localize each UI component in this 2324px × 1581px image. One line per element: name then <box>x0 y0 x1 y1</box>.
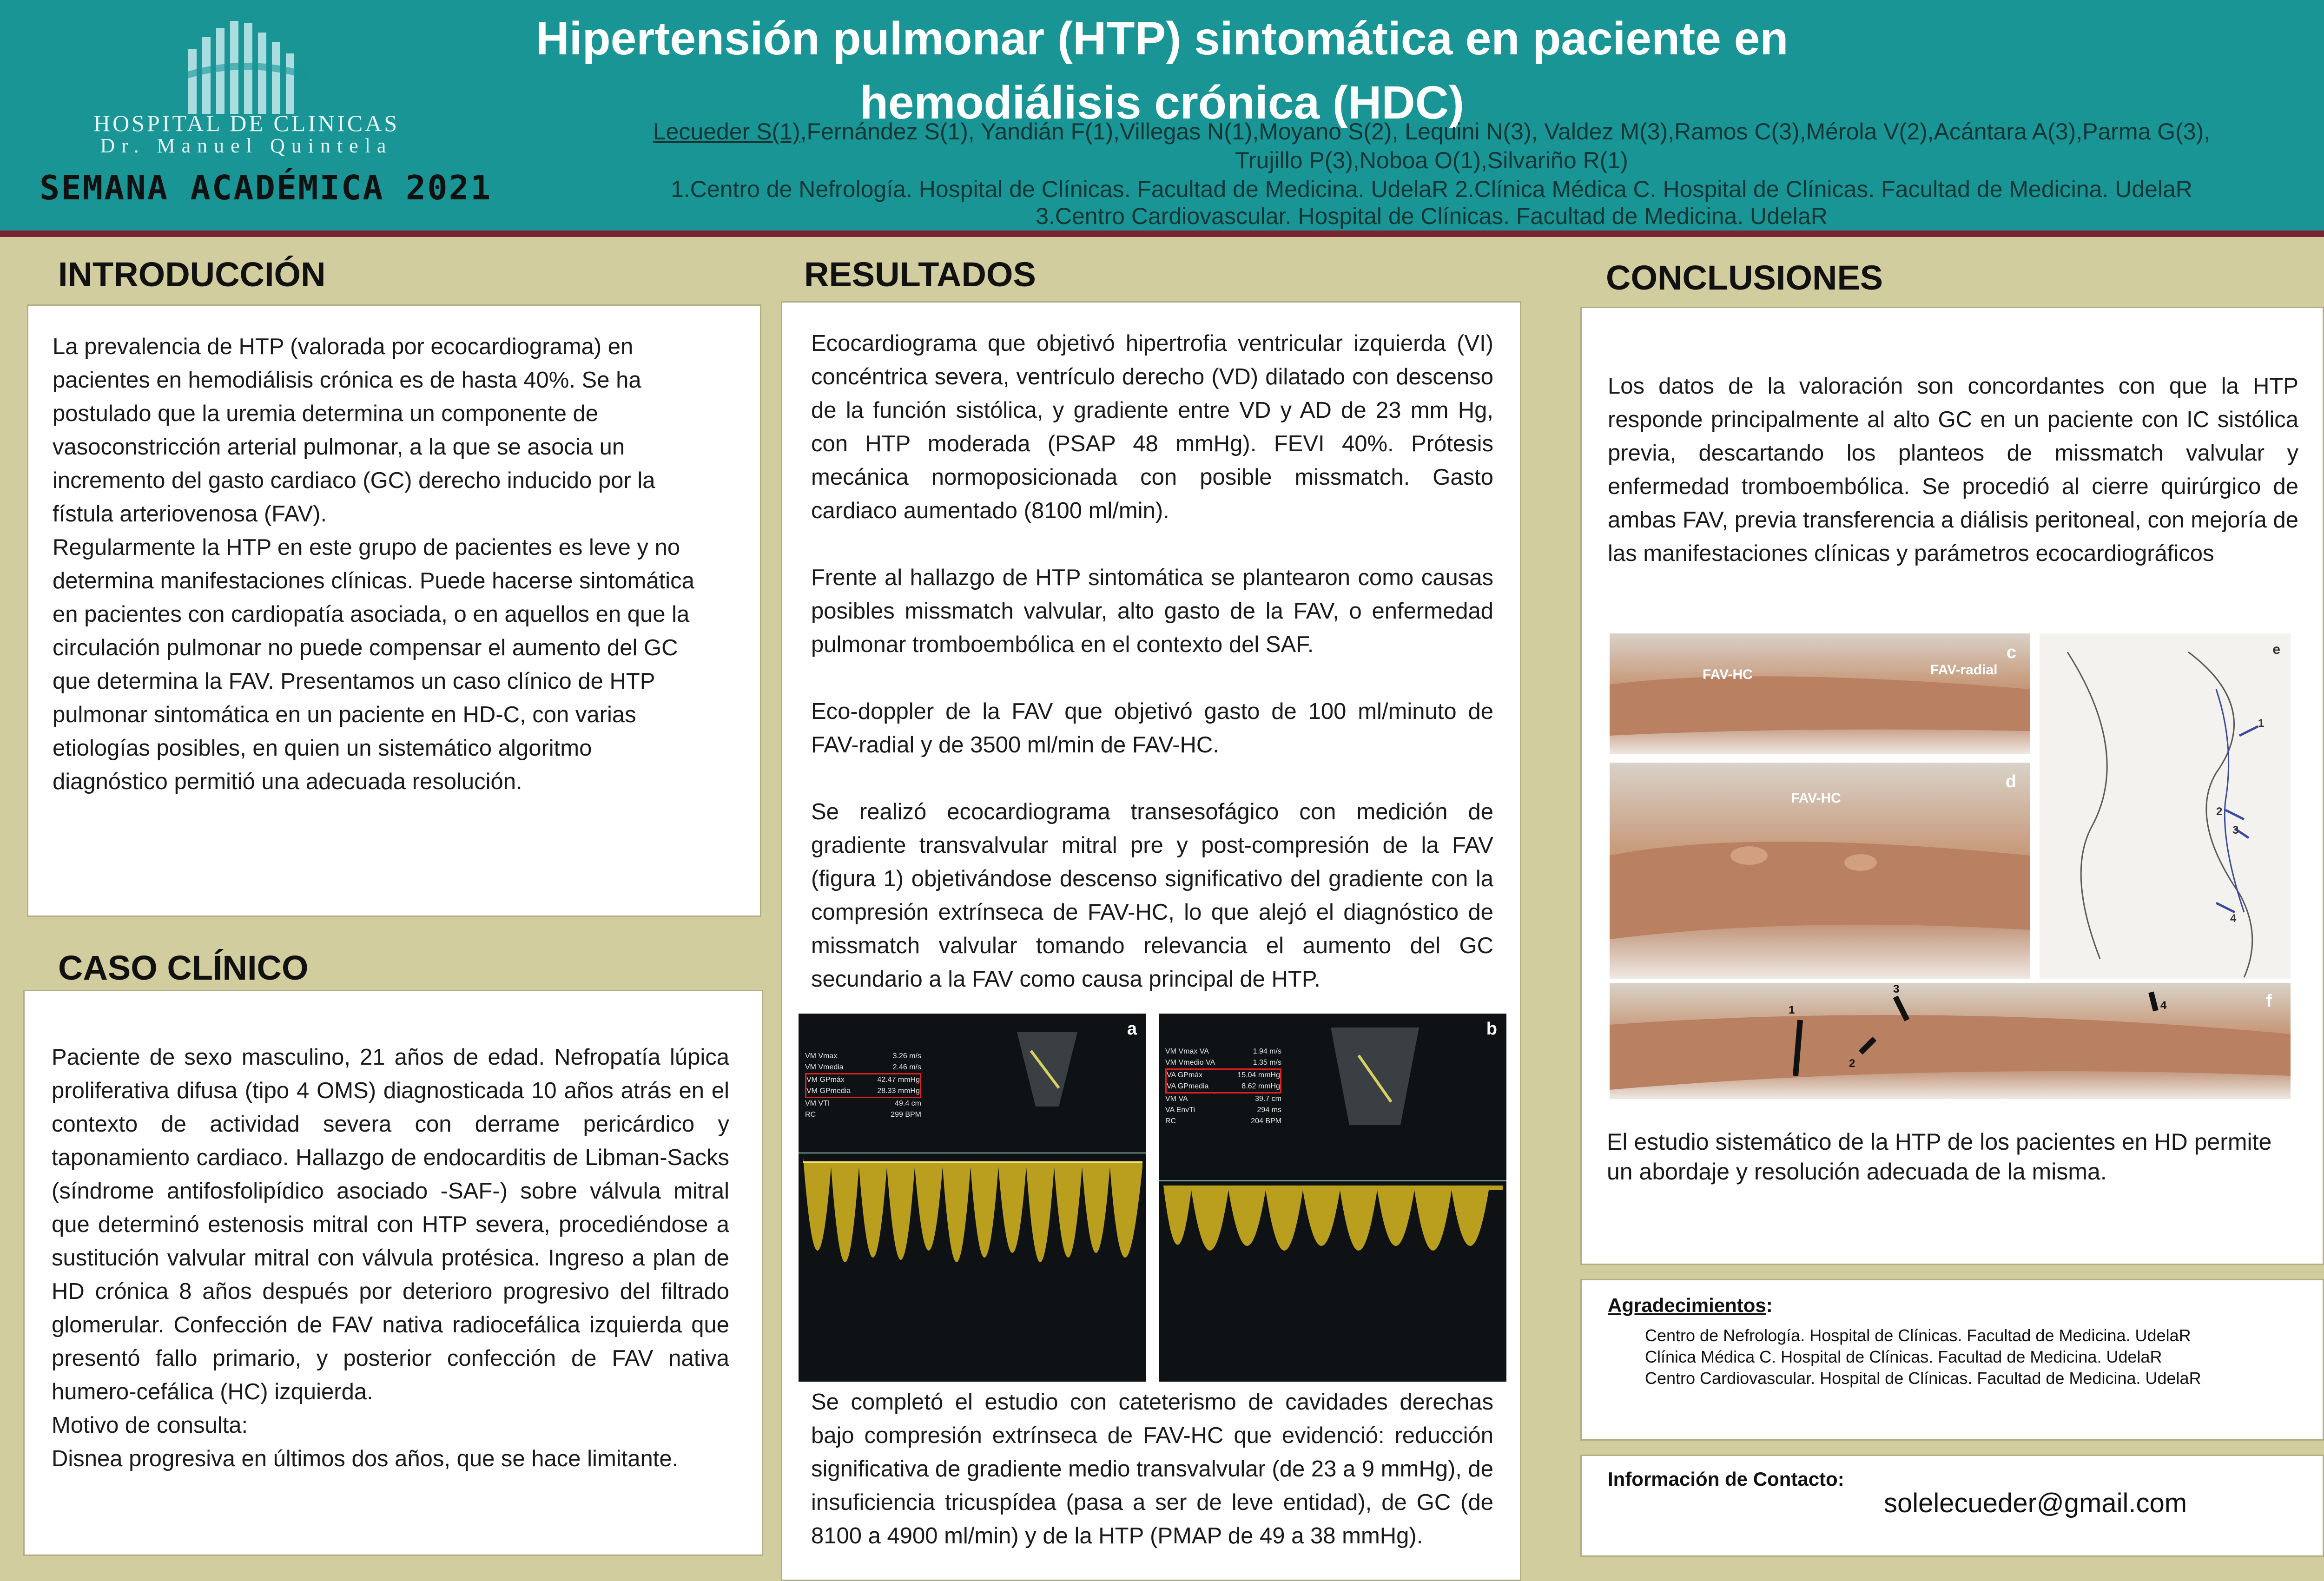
motivo-text: Disnea progresiva en últimos dos años, que se hace limitante. <box>52 1446 679 1471</box>
header-divider <box>0 231 2324 237</box>
resultados-p4: Se realizó ecocardiograma transesofágico con medición de gradiente transvalvular mitral pre y post-compresión de la FAV (figura 1) objetivándose descenso significativo del gradiente con la compresión extrínseca de FAV-HC, lo que alejó el diagnóstico de missmatch valvular tomando relevancia el aumento del GC secundario a la FAV como causa principal de HTP. <box>811 799 1493 992</box>
intro-line: etiologías posibles, en quien un sistemático algoritmo <box>53 736 592 761</box>
agradecimiento-item: Centro de Nefrología. Hospital de Clínicas. Facultad de Medicina. UdelaR <box>1645 1326 2191 1345</box>
sketch-mark: 1 <box>2258 717 2265 730</box>
measurement-row: VM Vmax 3.26 m/s <box>805 1052 921 1060</box>
intro-heading: INTRODUCCIÓN <box>58 255 326 294</box>
conclusiones-box <box>1580 307 2324 1265</box>
caso-body: Paciente de sexo masculino, 21 años de edad. Nefropatía lúpica proliferativa difusa (tipo 4 OMS) diagnosticada 10 años atrás en el contexto de actividad severa con derrame pericárdico y taponamiento cardiaco. Hallazgo de endocarditis de Libman-Sacks (síndrome antifosfolipídico asociado -SAF-) sobre válvula mitral que determinó estenosis mitral con HTP severa, procediéndose a sustitución valvular mitral con válvula protésica. Ingreso a plan de HD crónica 8 años después por deterioro progresivo del filtrado glomerular. Confección de FAV nativa radiocefálica izquierda que presentó fallo primario, y posterior confección de FAV nativa humero-cefálica (HC) izquierda. <box>52 1045 729 1404</box>
motivo-label: Motivo de consulta: <box>52 1413 248 1438</box>
measurement-row: VM VTI 49.4 cm <box>805 1100 921 1107</box>
intro-line: determina manifestaciones clínicas. Puede hacerse sintomática <box>53 568 694 593</box>
measurement-row: VA GPmáx 15.04 mmHg <box>1167 1071 1280 1079</box>
caso-box <box>23 990 763 1556</box>
echo-figure-b <box>1159 1014 1506 1382</box>
sketch-mark: 4 <box>2230 912 2237 925</box>
photo-c-forearm <box>1610 633 2030 754</box>
affiliations-line-2: 3.Centro Cardiovascular. Hospital de Clínicas. Facultad de Medicina. UdelaR <box>1036 203 1828 229</box>
photo-mark: 2 <box>1849 1057 1855 1070</box>
photo-mark: 4 <box>2160 999 2167 1012</box>
agradecimientos-heading: Agradecimientos: <box>1608 1294 1773 1316</box>
contact-email[interactable]: solelecueder@gmail.com <box>1884 1488 2187 1518</box>
caso-text <box>52 1041 729 1476</box>
intro-line: La prevalencia de HTP (valorada por ecocardiograma) en <box>53 334 634 359</box>
intro-line: Regularmente la HTP en este grupo de pacientes es leve y no <box>53 535 680 560</box>
photo-f-forearm <box>1610 983 2291 1099</box>
photo-label: FAV-radial <box>1930 662 1998 678</box>
photo-label: FAV-HC <box>1791 790 1841 806</box>
intro-line: fístula arteriovenosa (FAV). <box>53 501 327 527</box>
agradecimientos-list <box>1645 1325 2305 1389</box>
resultados-p5: Se completó el estudio con cateterismo de cavidades derechas bajo compresión extrínseca de FAV-HC que evidenció: reducción significativa de gradiente medio transvalvular (de 23 a 9 mmHg), de insuficiencia tricuspídea (pasa a ser de leve entidad), de GC (de 8100 a 4900 ml/min) y de la HTP (PMAP de 49 a 38 mmHg). <box>811 1390 1494 1548</box>
poster-title-line-1: Hipertensión pulmonar (HTP) sintomática en paciente en <box>535 13 1789 65</box>
intro-line: incremento del gasto cardiaco (GC) derecho inducido por la <box>53 468 655 493</box>
measurement-row: VM GPmáx 42.47 mmHg <box>806 1076 920 1084</box>
venous-sketch-icon <box>2040 633 2291 979</box>
measurement-row: VM GPmedia 28.33 mmHg <box>806 1087 920 1095</box>
affiliations-line-1: 1.Centro de Nefrología. Hospital de Clínicas. Facultad de Medicina. UdelaR 2.Clínica Médica C. Hospital de Clínicas. Facultad de Medicina. UdelaR <box>671 176 2192 202</box>
poster-title <box>465 7 1859 135</box>
intro-line: circulación pulmonar no puede compensar el aumento del GC <box>53 635 678 660</box>
first-author: Lecueder S(1) <box>653 119 800 145</box>
intro-line: que determina la FAV. Presentamos un caso clínico de HTP <box>53 669 655 694</box>
sketch-mark: 3 <box>2232 824 2239 837</box>
measurement-row: VM VA 39.7 cm <box>1165 1095 1281 1103</box>
authors-line-2: Trujillo P(3),Noboa O(1),Silvariño R(1) <box>1235 147 1628 173</box>
contacto-heading: Información de Contacto: <box>1608 1468 1844 1490</box>
authors-line-1: ,Fernández S(1), Yandián F(1),Villegas N(1),Moyano S(2), Lequini N(3), Valdez M(3),Ramos C(3),Mérola V(2),Acántara A(3),Parma G(3), <box>800 119 2211 145</box>
contacto-box <box>1580 1455 2324 1557</box>
resultados-heading: RESULTADOS <box>804 255 1036 294</box>
conclusiones-heading: CONCLUSIONES <box>1606 258 1883 297</box>
resultados-p3: Eco-doppler de la FAV que objetivó gasto de 100 ml/minuto de FAV-radial y de 3500 ml/min de FAV-HC. <box>811 699 1493 758</box>
measurement-row: RC 204 BPM <box>1165 1117 1281 1125</box>
measurement-row: VM Vmedio VA 1.35 m/s <box>1165 1059 1281 1067</box>
figure-letter: e <box>2272 642 2280 657</box>
figure-letter: c <box>2006 643 2016 662</box>
figure-letter: a <box>1127 1019 1137 1039</box>
agradecimiento-item: Centro Cardiovascular. Hospital de Clínicas. Facultad de Medicina. UdelaR <box>1645 1369 2201 1388</box>
caso-heading: CASO CLÍNICO <box>58 949 309 987</box>
intro-line: en pacientes con cardiopatía asociada, o en aquellos en que la <box>53 602 690 627</box>
photo-mark: 3 <box>1893 983 1900 995</box>
echo-figure-a <box>799 1014 1146 1382</box>
highlighted-gradient-box <box>805 1073 921 1098</box>
hospital-name: HOSPITAL DE CLINICAS <box>93 110 400 136</box>
intro-text <box>53 330 750 798</box>
photo-d-forearm <box>1610 763 2030 979</box>
intro-line: postulado que la uremia determina un componente de <box>53 401 599 426</box>
echo-measurements-b <box>1165 1046 1281 1127</box>
resultados-p2: Frente al hallazgo de HTP sintomática se plantearon como causas posibles missmatch valvular, alto gasto de la FAV, o enfermedad pulmonar tromboembólica en el contexto del SAF. <box>811 565 1493 657</box>
forearm-photo-icon <box>1610 983 2291 1099</box>
photo-label: FAV-HC <box>1703 667 1753 682</box>
intro-line: vasoconstricción arterial pulmonar, a la que se asocia un <box>53 435 625 460</box>
resultados-text-bottom <box>811 1385 1493 1553</box>
conclusion-final: El estudio sistemático de la HTP de los pacientes en HD permite un abordaje y resolución adecuada de la misma. <box>1607 1129 2272 1185</box>
measurement-row: VA EnvTi 294 ms <box>1165 1106 1281 1114</box>
measurement-row: VA GPmedia 8.62 mmHg <box>1167 1082 1280 1090</box>
conclusiones-text: Los datos de la valoración son concordantes con que la HTP responde principalmente al alto GC en un paciente con IC sistólica previa, descartando los planteos de missmatch valvular y enfermedad tromboembólica. Se procedió al cierre quirúrgico de ambas FAV, previa transferencia a diálisis peritoneal, con mejoría de las manifestaciones clínicas y parámetros ecocardiográficos <box>1608 374 2298 566</box>
resultados-box <box>781 301 1521 1581</box>
resultados-text-top <box>811 327 1493 996</box>
figure-letter: b <box>1486 1019 1497 1039</box>
poster-title-line-2: hemodiálisis crónica (HDC) <box>859 77 1465 129</box>
highlighted-gradient-box <box>1165 1068 1281 1094</box>
sketch-mark: 2 <box>2216 805 2223 818</box>
event-label: SEMANA ACADÉMICA 2021 <box>40 168 492 207</box>
agradecimientos-box <box>1580 1279 2324 1441</box>
echo-measurements-a <box>805 1051 921 1120</box>
authors <box>572 117 2291 175</box>
measurement-row: RC 299 BPM <box>805 1111 921 1119</box>
hospital-logo-icon <box>186 21 307 114</box>
measurement-row: VM Vmedia 2.46 m/s <box>805 1063 921 1071</box>
measurement-row: VM Vmax VA 1.94 m/s <box>1165 1047 1281 1055</box>
intro-box <box>27 304 761 917</box>
affiliations <box>572 176 2291 230</box>
agradecimiento-item: Clínica Médica C. Hospital de Clínicas. Facultad de Medicina. UdelaR <box>1645 1347 2162 1366</box>
photo-e-sketch <box>2040 633 2291 979</box>
figure-letter: d <box>2005 772 2016 791</box>
photo-mark: 1 <box>1789 1004 1795 1016</box>
resultados-p1: Ecocardiograma que objetivó hipertrofia ventricular izquierda (VI) concéntrica severa, ventrículo derecho (VD) dilatado con descenso de la función sistólica, y gradiente entre VD y AD de 23 mm Hg, con HTP moderada (PSAP 48 mmHg). FEVI 40%. Prótesis mecánica normoposicionada con posible missmatch. Gasto cardiaco aumentado (8100 ml/min). <box>811 331 1493 523</box>
intro-line: pacientes en hemodiálisis crónica es de hasta 40%. Se ha <box>53 368 641 393</box>
figure-letter: f <box>2266 991 2272 1011</box>
forearm-photo-icon <box>1610 633 2030 754</box>
hospital-subtitle: Dr. Manuel Quintela <box>100 134 393 157</box>
intro-line: diagnóstico permitió una adecuada resolución. <box>53 769 522 794</box>
intro-line: pulmonar sintomática en un paciente en HD-C, con varias <box>53 702 636 727</box>
